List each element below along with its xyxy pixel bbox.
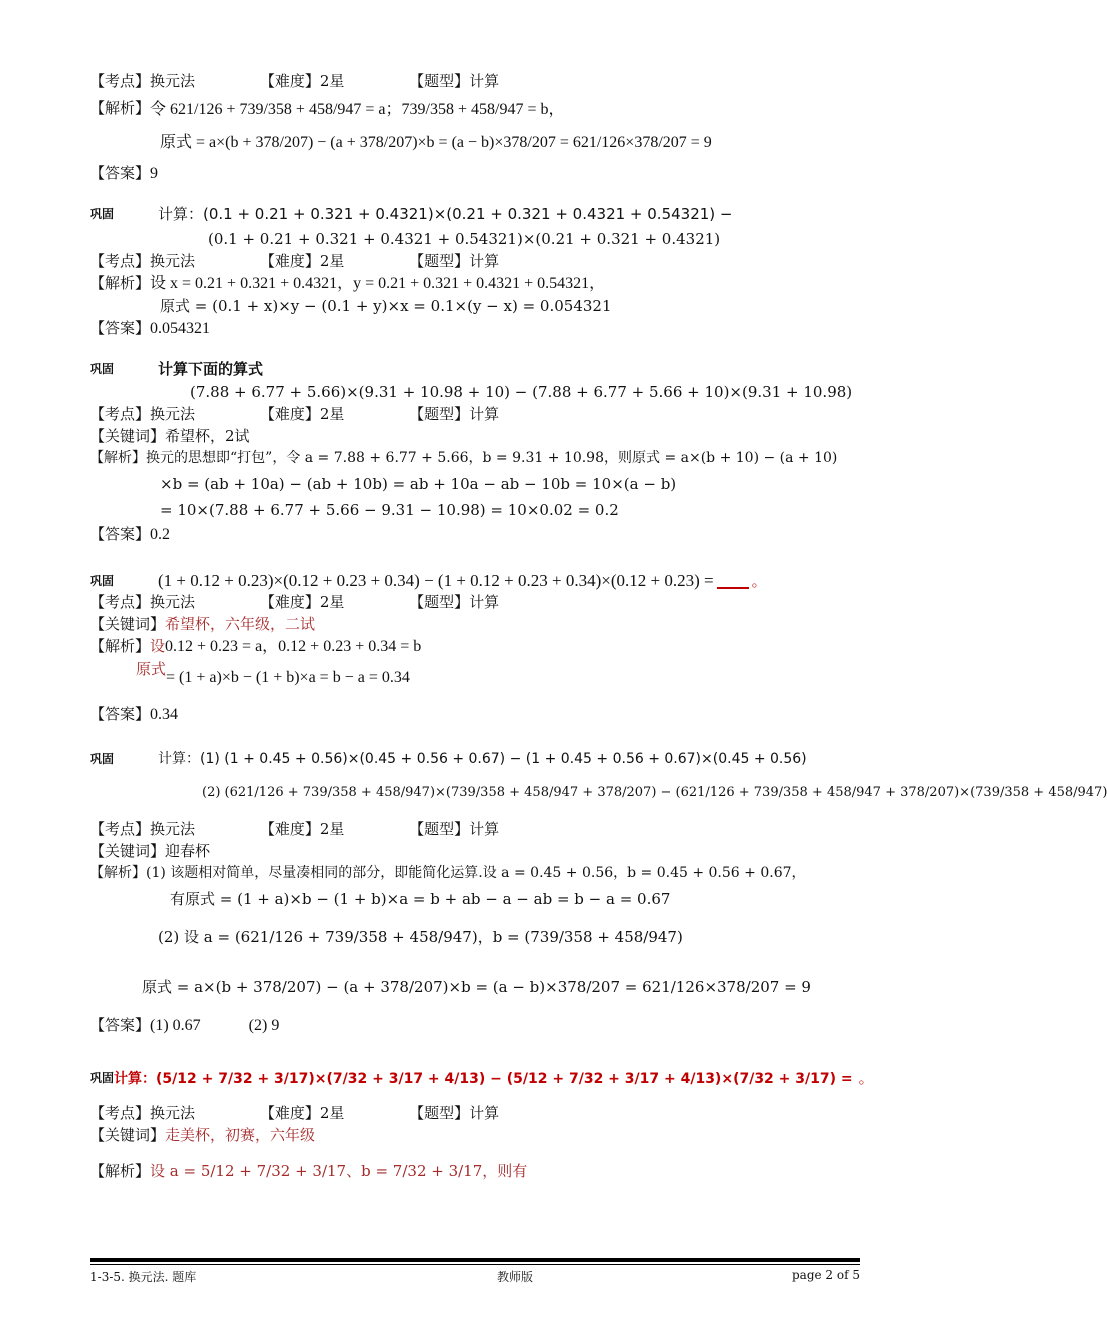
topic: 换元法 <box>150 1104 196 1122</box>
p4-keywords-text: 希望杯，六年级，二试 <box>165 615 316 633</box>
p1-jiexi-b-text: 原式 = a×(b + 378/207) − (a + 378/207)×b = (a − b)×378/207 = 621/126×378/207 = 9 <box>160 134 712 151</box>
p3-jiexi-a <box>90 447 870 469</box>
p5-keywords-text: 迎春杯 <box>165 842 211 860</box>
kaodian-label: 【考点】 <box>90 252 151 270</box>
topic: 换元法 <box>150 820 196 838</box>
p4-she: 设 <box>150 637 166 655</box>
p2-question <box>90 203 870 224</box>
p6-keywords-text: 走美杯，初赛，六年级 <box>165 1126 316 1144</box>
kaodian-label: 【考点】 <box>90 820 151 838</box>
p5-meta <box>90 818 870 840</box>
p2-jiexi-b: 原式 = (0.1 + x)×y − (0.1 + y)×x = 0.1×(y − x) = 0.054321 <box>160 297 612 315</box>
difficulty: 2星 <box>319 820 345 838</box>
footer-center: 教师版 <box>496 1270 533 1284</box>
type: 计算 <box>469 1104 500 1122</box>
p6-question <box>90 1067 874 1088</box>
p5-jiexi-a <box>90 862 870 884</box>
p5-jiexi-d: 原式 = a×(b + 378/207) − (a + 378/207)×b = (a − b)×378/207 = 621/126×378/207 = 9 <box>142 978 811 996</box>
gonggu-tag: 巩固 <box>90 207 115 221</box>
p3-meta <box>90 403 870 425</box>
p6-jiexi-text: 设 a = 5/12 + 7/32 + 3/17、b = 7/32 + 3/17，则有 <box>150 1162 528 1180</box>
nandu-label: 【难度】 <box>259 72 320 90</box>
type: 计算 <box>469 405 500 423</box>
p2-answer-value: 0.054321 <box>150 320 211 337</box>
nandu-label: 【难度】 <box>259 405 320 423</box>
nandu-label: 【难度】 <box>259 593 320 611</box>
gonggu-tag: 巩固 <box>90 362 115 376</box>
p5-answer <box>90 1014 870 1037</box>
p5-question-a: 计算：(1) (1 + 0.45 + 0.56)×(0.45 + 0.56 + 0.67) − (1 + 0.45 + 0.56 + 0.67)×(0.45 + 0.56) <box>158 751 807 767</box>
jiexi-label: 【解析】 <box>90 274 151 292</box>
p3-question <box>90 358 870 379</box>
p4-jiexi-b <box>90 660 870 689</box>
tixing-label: 【题型】 <box>409 820 470 838</box>
tixing-label: 【题型】 <box>409 405 470 423</box>
p3-keywords-text: 希望杯，2试 <box>165 427 250 445</box>
answer-blank <box>717 573 749 589</box>
kaodian-label: 【考点】 <box>90 593 151 611</box>
nandu-label: 【难度】 <box>259 820 320 838</box>
p2-question-b: (0.1 + 0.21 + 0.321 + 0.4321 + 0.54321)×(0.21 + 0.321 + 0.4321) <box>208 230 721 248</box>
p6-keywords <box>90 1124 870 1146</box>
p5-question-b: (2) (621/126 + 739/358 + 458/947)×(739/358 + 458/947 + 378/207) − (621/126 + 739/358 + 458/947 + 378/207)×(739/358 + 458/947) <box>202 785 1107 800</box>
difficulty: 2星 <box>319 405 345 423</box>
nandu-label: 【难度】 <box>259 252 320 270</box>
page-content <box>90 70 1107 1182</box>
p6-meta <box>90 1102 870 1124</box>
topic: 换元法 <box>150 593 196 611</box>
p3-answer-value: 0.2 <box>150 526 171 543</box>
p3-jiexi-a-text: 换元的思想即“打包”，令 a = 7.88 + 6.77 + 5.66，b = 9.31 + 10.98，则原式 = a×(b + 10) − (a + 10) <box>146 450 838 466</box>
type: 计算 <box>469 593 500 611</box>
type: 计算 <box>469 820 500 838</box>
footer-rule-thin <box>90 1264 860 1265</box>
topic: 换元法 <box>150 405 196 423</box>
jiexi-label: 【解析】 <box>90 1162 151 1180</box>
nandu-label: 【难度】 <box>259 1104 320 1122</box>
kaodian-label: 【考点】 <box>90 72 151 90</box>
p2-question-a: 计算：(0.1 + 0.21 + 0.321 + 0.4321)×(0.21 + 0.321 + 0.4321 + 0.54321) − <box>158 205 733 223</box>
guanjianci-label: 【关键词】 <box>90 842 166 860</box>
p2-jiexi-a-text: 设 x = 0.21 + 0.321 + 0.4321，y = 0.21 + 0.321 + 0.4321 + 0.54321， <box>150 275 606 292</box>
topic: 换元法 <box>150 252 196 270</box>
guanjianci-label: 【关键词】 <box>90 615 166 633</box>
tixing-label: 【题型】 <box>409 593 470 611</box>
p4-jiexi-b-text: = (1 + a)×b − (1 + b)×a = b − a = 0.34 <box>166 669 410 686</box>
gonggu-tag: 巩固 <box>90 1071 115 1085</box>
gonggu-tag: 巩固 <box>90 574 115 588</box>
p3-jiexi-c: = 10×(7.88 + 6.77 + 5.66 − 9.31 − 10.98) = 10×0.02 = 0.2 <box>160 501 619 519</box>
p6-question-text: 计算：(5/12 + 7/32 + 3/17)×(7/32 + 3/17 + 4/13) − (5/12 + 7/32 + 3/17 + 4/13)×(7/32 + 3/17) = <box>114 1070 853 1087</box>
daan-label: 【答案】 <box>90 525 151 543</box>
p4-question <box>90 570 870 591</box>
p2-jiexi-a <box>90 272 870 295</box>
topic: 换元法 <box>150 72 196 90</box>
tixing-label: 【题型】 <box>409 252 470 270</box>
p5-keywords <box>90 840 870 862</box>
p5-jiexi-b: 有原式 = (1 + a)×b − (1 + b)×a = b + ab − a − ab = b − a = 0.67 <box>170 890 671 908</box>
p1-answer-value: 9 <box>150 165 159 182</box>
footer-left: 1-3-5. 换元法. 题库 <box>90 1270 197 1284</box>
p5-jiexi-c: (2) 设 a = (621/126 + 739/358 + 458/947)，b = (739/358 + 458/947) <box>158 928 683 946</box>
p6-question-end: 。 <box>858 1069 874 1087</box>
type: 计算 <box>469 72 500 90</box>
p1-jiexi-a <box>90 96 870 119</box>
p1-jiexi-a-text: 令 621/126 + 739/358 + 458/947 = a；739/358 + 458/947 = b， <box>150 101 565 118</box>
difficulty: 2星 <box>319 1104 345 1122</box>
p3-question-b: (7.88 + 6.77 + 5.66)×(9.31 + 10.98 + 10) − (7.88 + 6.77 + 5.66 + 10)×(9.31 + 10.98) <box>190 383 853 401</box>
guanjianci-label: 【关键词】 <box>90 1126 166 1144</box>
tixing-label: 【题型】 <box>409 72 470 90</box>
p4-meta <box>90 591 870 613</box>
p1-jiexi-b <box>90 129 870 152</box>
p4-jiexi-a <box>90 635 870 658</box>
p5-answer-value: (1) 0.67 (2) 9 <box>150 1017 280 1034</box>
p4-answer-value: 0.34 <box>150 706 179 723</box>
kaodian-label: 【考点】 <box>90 405 151 423</box>
p2-meta <box>90 250 870 272</box>
p5-jiexi-a-text: (1) 该题相对简单，尽量凑相同的部分，即能简化运算.设 a = 0.45 + 0.56，b = 0.45 + 0.56 + 0.67， <box>146 865 806 881</box>
daan-label: 【答案】 <box>90 705 151 723</box>
kaodian-label: 【考点】 <box>90 1104 151 1122</box>
guanjianci-label: 【关键词】 <box>90 427 166 445</box>
jiexi-label: 【解析】 <box>90 865 146 881</box>
p4-question-text: (1 + 0.12 + 0.23)×(0.12 + 0.23 + 0.34) − (1 + 0.12 + 0.23 + 0.34)×(0.12 + 0.23) = <box>158 570 714 590</box>
jiexi-label: 【解析】 <box>90 450 146 466</box>
p6-jiexi <box>90 1160 870 1182</box>
yuanshi-label: 原式 <box>136 660 167 678</box>
difficulty: 2星 <box>319 252 345 270</box>
daan-label: 【答案】 <box>90 319 151 337</box>
p1-answer <box>90 162 870 185</box>
type: 计算 <box>469 252 500 270</box>
p4-keywords <box>90 613 870 635</box>
difficulty: 2星 <box>319 593 345 611</box>
p5-question <box>90 748 870 768</box>
p2-answer <box>90 317 870 340</box>
daan-label: 【答案】 <box>90 1016 151 1034</box>
p1-meta <box>90 70 870 92</box>
daan-label: 【答案】 <box>90 164 151 182</box>
difficulty: 2星 <box>319 72 345 90</box>
p3-keywords <box>90 425 870 447</box>
p3-question-a: 计算下面的算式 <box>158 360 264 378</box>
jiexi-label: 【解析】 <box>90 99 151 117</box>
p3-answer <box>90 523 870 546</box>
p4-jiexi-a-text: 0.12 + 0.23 = a，0.12 + 0.23 + 0.34 = b <box>165 638 422 655</box>
footer-rule-thick <box>90 1258 860 1262</box>
gonggu-tag: 巩固 <box>90 751 115 766</box>
jiexi-label: 【解析】 <box>90 637 151 655</box>
footer-right: page 2 of 5 <box>792 1268 860 1282</box>
tixing-label: 【题型】 <box>409 1104 470 1122</box>
p4-question-end: 。 <box>751 572 767 590</box>
p4-answer <box>90 703 870 726</box>
p3-jiexi-b: ×b = (ab + 10a) − (ab + 10b) = ab + 10a − ab − 10b = 10×(a − b) <box>160 475 677 493</box>
